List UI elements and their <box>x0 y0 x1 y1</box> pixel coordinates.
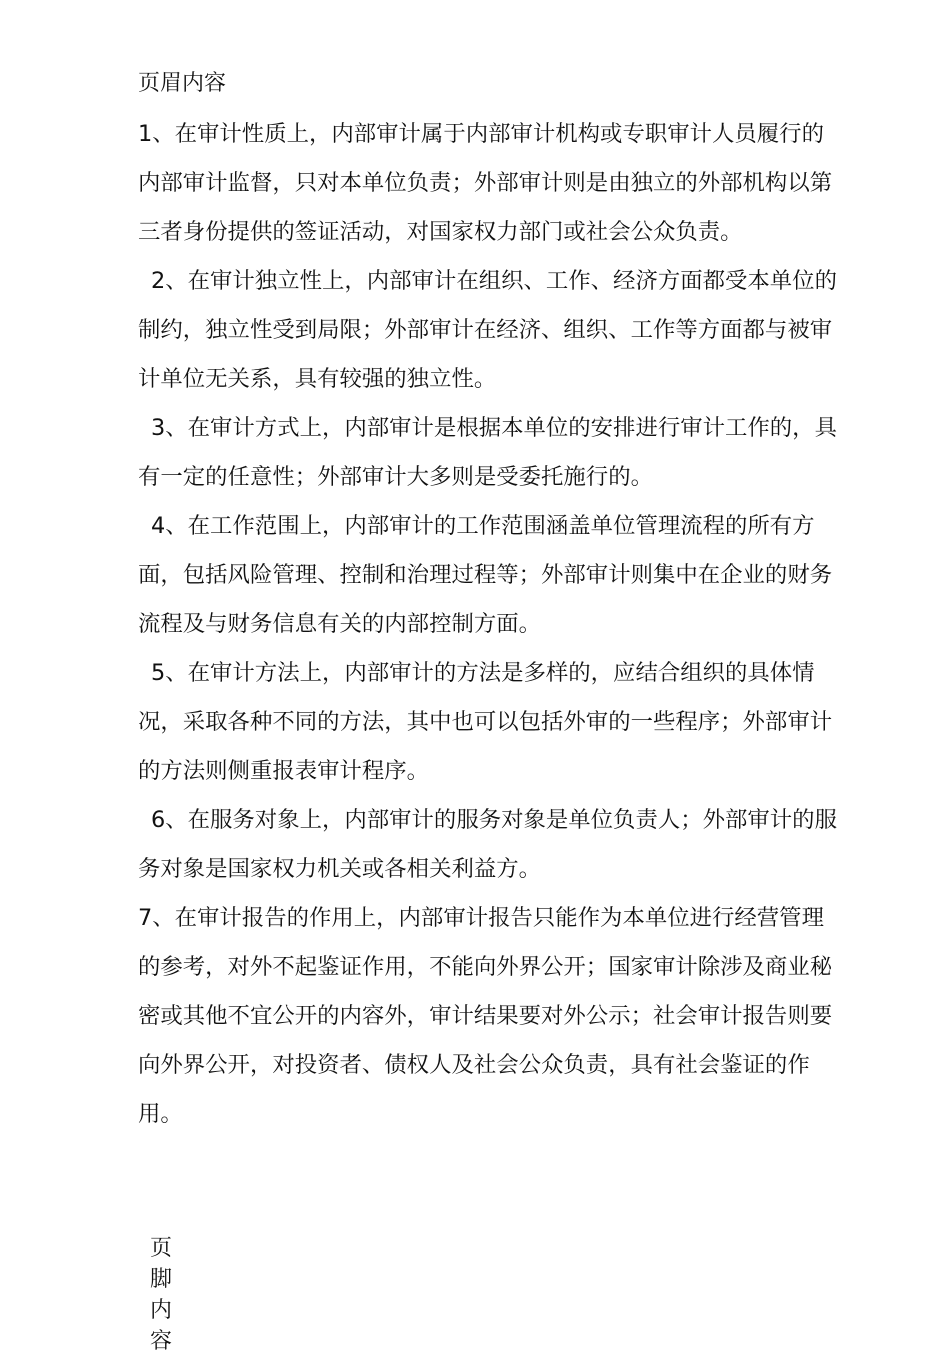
page-header: 页眉内容 <box>138 71 227 96</box>
paragraph-6: 6、在服务对象上，内部审计的服务对象是单位负责人；外部审计的服务对象是国家权力机关或各相关利益方。 <box>138 807 837 882</box>
paragraph-3: 3、在审计方式上，内部审计是根据本单位的安排进行审计工作的，具有一定的任意性；外部审计大多则是受委托施行的。 <box>138 415 837 490</box>
paragraph-1: 1、在审计性质上，内部审计属于内部审计机构或专职审计人员履行的内部审计监督，只对本单位负责；外部审计则是由独立的外部机构以第三者身份提供的签证活动，对国家权力部门或社会公众负责。 <box>138 121 833 245</box>
paragraph-4: 4、在工作范围上，内部审计的工作范围涵盖单位管理流程的所有方面，包括风险管理、控制和治理过程等；外部审计则集中在企业的财务流程及与财务信息有关的内部控制方面。 <box>138 513 833 637</box>
paragraph-5: 5、在审计方法上，内部审计的方法是多样的，应结合组织的具体情况，采取各种不同的方法，其中也可以包括外审的一些程序；外部审计的方法则侧重报表审计程序。 <box>138 660 833 784</box>
paragraph-2: 2、在审计独立性上，内部审计在组织、工作、经济方面都受本单位的制约，独立性受到局限；外部审计在经济、组织、工作等方面都与被审计单位无关系，具有较强的独立性。 <box>138 268 837 392</box>
paragraph-7: 7、在审计报告的作用上，内部审计报告只能作为本单位进行经营管理的参考，对外不起鉴证作用，不能向外界公开；国家审计除涉及商业秘密或其他不宜公开的内容外，审计结果要对外公示；社会审计报告则要向外界公开，对投资者、债权人及社会公众负责，具有社会鉴证的作用。 <box>138 905 833 1127</box>
document-body <box>138 110 838 1139</box>
page-footer: 页脚内容 <box>150 1236 173 1354</box>
